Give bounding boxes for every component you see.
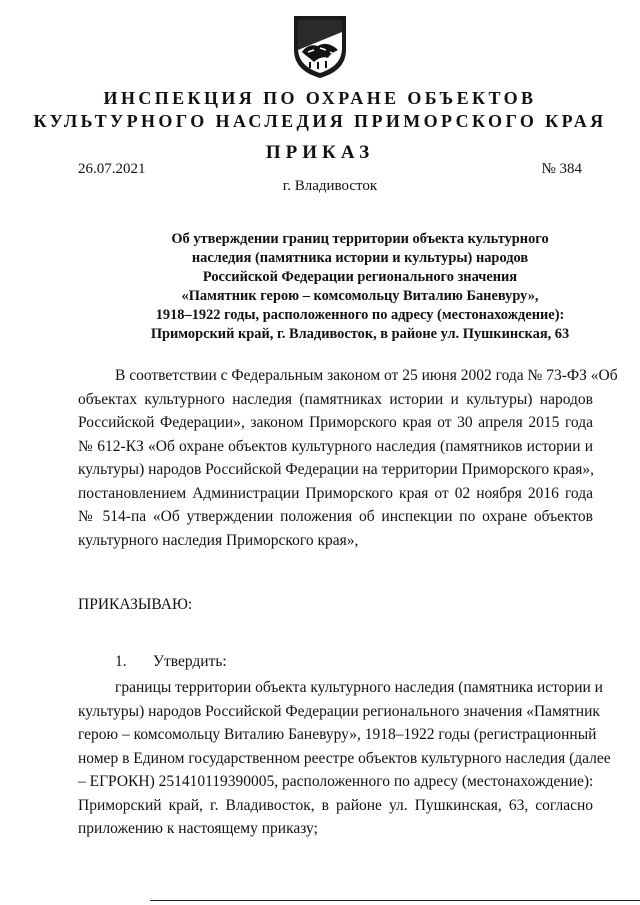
organization-name-line2: КУЛЬТУРНОГО НАСЛЕДИЯ ПРИМОРСКОГО КРАЯ [33,111,607,131]
item-number: 1. [115,653,127,670]
preamble-line: Российской Федерации», законом Приморского края от 30 апреля 2015 года [78,414,593,431]
item-line: номер в Едином государственном реестре объектов культурного наследия (далее [78,749,611,767]
subject-line: Об утверждении границ территории объекта культурного [171,231,549,247]
item-line: герою – комсомольцу Виталию Баневуру», 1918–1922 годы (регистрационный [78,726,597,743]
subject-line: 1918–1922 годы, расположенного по адресу (местонахождение): [155,307,565,323]
preamble-line: № 514-па «Об утверждении положения об инспекции по охране объектов [78,508,593,525]
item-line: – ЕГРОКН) 251410119390005, расположенного по адресу (местонахождение): [78,773,594,790]
subject-line: наследия (памятника истории и культуры) народов [191,250,529,266]
organization-name-line1: ИНСПЕКЦИЯ ПО ОХРАНЕ ОБЪЕКТОВ [103,88,537,108]
document-city: г. Владивосток [282,178,378,194]
document-number: № 384 [541,161,582,177]
subject-line: Приморский край, г. Владивосток, в районе ул. Пушкинская, 63 [150,326,570,342]
item-line: границы территории объекта культурного наследия (памятника истории и [115,679,603,696]
subject-line: «Памятник герою – комсомольцу Виталию Баневуру», [181,288,539,304]
preamble-paragraph [78,364,618,552]
order-keyword: ПРИКАЗЫВАЮ: [78,596,193,613]
item-1-heading [115,653,227,671]
preamble-line: В соответствии с Федеральным законом от 25 июня 2002 года № 73-ФЗ «Об [115,367,618,384]
preamble-line: объектах культурного наследия (памятниках истории и культуры) народов [78,390,593,408]
preamble-line: постановлением Администрации Приморского края от 02 ноября 2016 года [78,484,593,502]
item-1-text [78,676,611,841]
preamble-line: культуры) народов Российской Федерации на территории Приморского края», [78,461,594,478]
preamble-line: № 612-КЗ «Об охране объектов культурного наследия (памятников истории и [78,437,593,455]
item-label: Утвердить: [153,653,227,670]
document-subject [130,230,590,344]
coat-of-arms-emblem [288,12,352,80]
item-line: Приморский край, г. Владивосток, в районе ул. Пушкинская, 63, согласно [78,796,593,814]
item-line: культуры) народов Российской Федерации регионального значения «Памятник [78,702,600,720]
subject-line: Российской Федерации регионального значения [202,269,518,285]
item-line: приложению к настоящему приказу; [78,820,318,837]
preamble-line: культурного наследия Приморского края», [78,531,359,549]
document-type-title: ПРИКАЗ [265,142,375,163]
page-edge-line [150,900,640,901]
document-date: 26.07.2021 [78,161,146,177]
